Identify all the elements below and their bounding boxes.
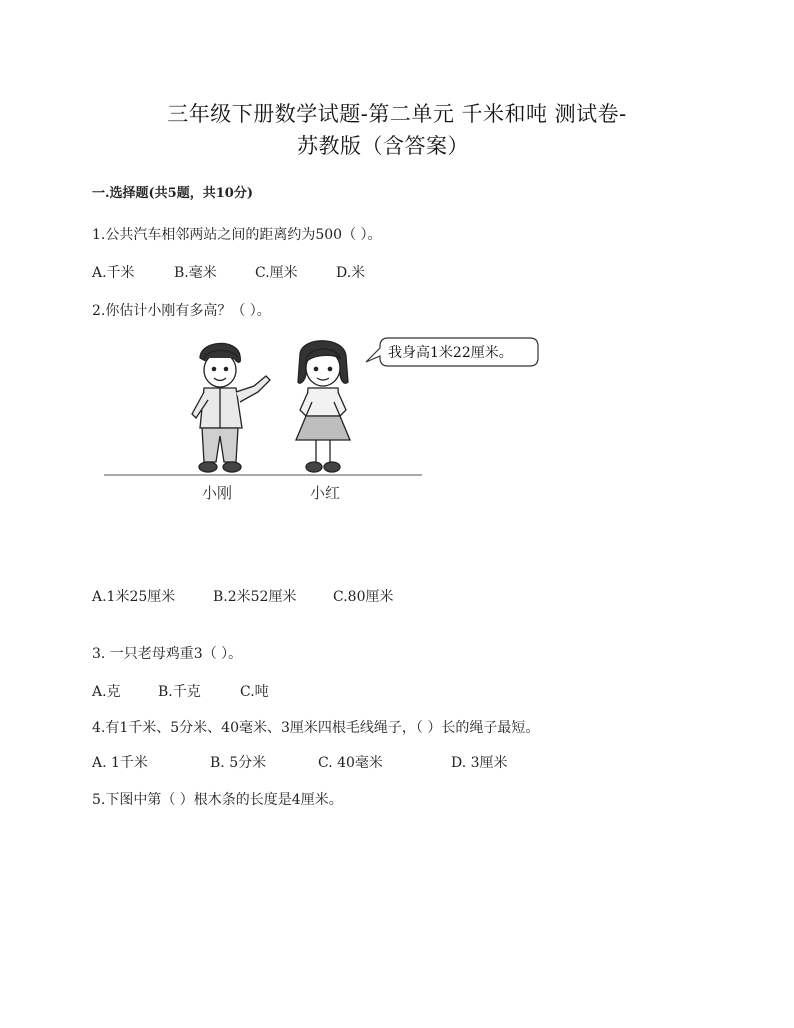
option-d[interactable]: D.米 — [336, 265, 366, 281]
boy-name-label: 小刚 — [202, 484, 233, 502]
question-5: 5.下图中第（ ）根木条的长度是4厘米。 — [92, 792, 343, 808]
section-heading: 一.选择题(共5题，共10分) — [92, 186, 253, 201]
question-2: 2.你估计小刚有多高？（ ）。 — [92, 303, 271, 319]
option-c[interactable]: C.厘米 — [255, 265, 298, 281]
question-4: 4.有1千米、5分米、40毫米、3厘米四根毛线绳子，（ ）长的绳子最短。 — [92, 720, 540, 736]
question-3: 3. 一只老母鸡重3（ ）。 — [92, 646, 243, 662]
boy-figure — [192, 343, 270, 472]
speech-text: 我身高1米22厘米。 — [388, 345, 513, 361]
option-b[interactable]: B.千克 — [158, 684, 201, 700]
option-a[interactable]: A.1米25厘米 — [92, 589, 176, 605]
option-b[interactable]: B.2米52厘米 — [213, 589, 297, 605]
girl-figure — [296, 341, 350, 472]
height-illustration — [104, 336, 544, 506]
children-illustration — [104, 336, 544, 506]
girl-name-label: 小红 — [310, 484, 341, 502]
question-1: 1.公共汽车相邻两站之间的距离约为500（ ）。 — [92, 227, 382, 243]
option-b[interactable]: B.毫米 — [174, 265, 217, 281]
option-a[interactable]: A.千米 — [92, 265, 135, 281]
option-c[interactable]: C.吨 — [240, 684, 269, 700]
option-d[interactable]: D. 3厘米 — [451, 755, 508, 771]
option-b[interactable]: B. 5分米 — [210, 755, 267, 771]
option-a[interactable]: A.克 — [92, 684, 121, 700]
page-title-line1: 三年级下册数学试题-第二单元 千米和吨 测试卷- — [167, 102, 627, 126]
speech-bubble — [366, 338, 538, 366]
page-title-line2: 苏教版（含答案） — [297, 134, 469, 158]
option-c[interactable]: C. 40毫米 — [318, 755, 383, 771]
option-c[interactable]: C.80厘米 — [333, 589, 394, 605]
option-a[interactable]: A. 1千米 — [92, 755, 148, 771]
